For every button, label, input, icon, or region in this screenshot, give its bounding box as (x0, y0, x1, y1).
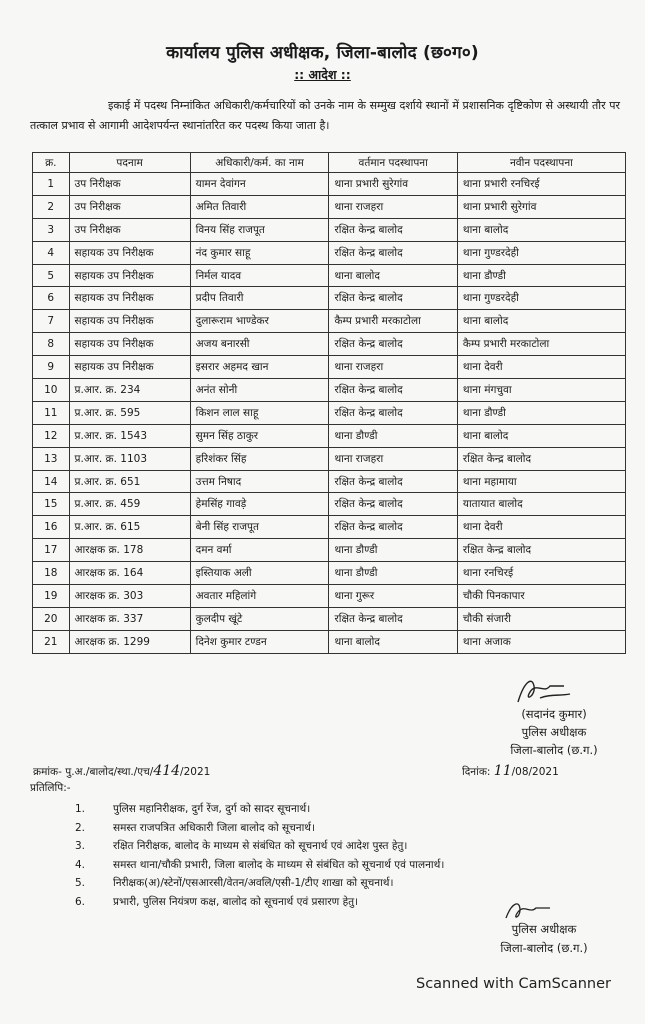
row-designation: प्र.आर. क्र. 459 (69, 493, 190, 516)
row-serial: 17 (33, 539, 70, 562)
table-row (33, 424, 626, 447)
header-designation: पदनाम (69, 153, 190, 173)
row-new-posting: थाना बालोद (457, 218, 625, 241)
table-row (33, 264, 626, 287)
order-intro-paragraph: इकाई में पदस्थ निम्नांकित अधिकारी/कर्मचारियों को उनके नाम के सम्मुख दर्शाये स्थानों में प्रशासनिक दृष्टिकोण से अस्थायी तौर पर तत्काल प्रभाव से आगामी आदेशपर्यन्त स्थानांतरित कर पदस्थ किया जाता है। (30, 99, 620, 132)
row-designation: सहायक उप निरीक्षक (69, 241, 190, 264)
table-row (33, 379, 626, 402)
row-designation: आरक्षक क्र. 1299 (69, 630, 190, 653)
row-serial: 21 (33, 630, 70, 653)
distribution-list (75, 800, 595, 911)
row-current-posting: थाना बालोद (329, 630, 457, 653)
row-current-posting: थाना राजहरा (329, 447, 457, 470)
table-row (33, 607, 626, 630)
row-serial: 7 (33, 310, 70, 333)
row-current-posting: रक्षित केन्द्र बालोद (329, 379, 457, 402)
order-heading: :: आदेश :: (294, 67, 351, 82)
table-row (33, 630, 626, 653)
row-current-posting: रक्षित केन्द्र बालोद (329, 287, 457, 310)
row-name: विनय सिंह राजपूत (190, 218, 329, 241)
table-row (33, 287, 626, 310)
row-designation: आरक्षक क्र. 337 (69, 607, 190, 630)
row-serial: 5 (33, 264, 70, 287)
row-serial: 10 (33, 379, 70, 402)
row-new-posting: चौकी संजारी (457, 607, 625, 630)
row-new-posting: थाना बालोद (457, 310, 625, 333)
row-designation: सहायक उप निरीक्षक (69, 356, 190, 379)
row-serial: 18 (33, 562, 70, 585)
reference-number: क्रमांक- पु.अ./बालोद/स्था./एच/414/2021 (33, 763, 211, 779)
row-new-posting: थाना प्रभारी सुरेगांव (457, 195, 625, 218)
row-serial: 15 (33, 493, 70, 516)
row-name: इसरार अहमद खान (190, 356, 329, 379)
list-item (75, 800, 595, 819)
row-current-posting: थाना राजहरा (329, 195, 457, 218)
row-serial: 11 (33, 401, 70, 424)
row-serial: 4 (33, 241, 70, 264)
row-serial: 13 (33, 447, 70, 470)
row-designation: प्र.आर. क्र. 1543 (69, 424, 190, 447)
row-name: अमित तिवारी (190, 195, 329, 218)
row-new-posting: यातायात बालोद (457, 493, 625, 516)
row-current-posting: रक्षित केन्द्र बालोद (329, 333, 457, 356)
row-new-posting: रक्षित केन्द्र बालोद (457, 539, 625, 562)
row-name: दुलारूराम भाण्डेकर (190, 310, 329, 333)
row-designation: आरक्षक क्र. 303 (69, 585, 190, 608)
table-row (33, 447, 626, 470)
row-designation: उप निरीक्षक (69, 173, 190, 196)
row-new-posting: चौकी पिनकापार (457, 585, 625, 608)
list-item-text: समस्त राजपत्रित अधिकारी जिला बालोद को सूचनार्थ। (113, 821, 316, 834)
row-current-posting: थाना राजहरा (329, 356, 457, 379)
row-serial: 9 (33, 356, 70, 379)
row-name: अवतार महिलांगे (190, 585, 329, 608)
table-row (33, 173, 626, 196)
row-serial: 2 (33, 195, 70, 218)
list-item (75, 819, 595, 838)
row-name: यामन देवांगन (190, 173, 329, 196)
list-item-text: समस्त थाना/चौकी प्रभारी, जिला बालोद के माध्यम से संबंधित को सूचनार्थ एवं पालनार्थ। (113, 858, 445, 871)
copy-to-label: प्रतिलिपि:- (30, 782, 71, 794)
row-name: निर्मल यादव (190, 264, 329, 287)
row-designation: प्र.आर. क्र. 595 (69, 401, 190, 424)
row-new-posting: थाना प्रभारी रनचिरई (457, 173, 625, 196)
row-current-posting: थाना डौण्डी (329, 539, 457, 562)
row-new-posting: थाना देवरी (457, 356, 625, 379)
row-new-posting: थाना गुण्डरदेही (457, 287, 625, 310)
row-name: हेमसिंह गावड़े (190, 493, 329, 516)
row-name: किशन लाल साहू (190, 401, 329, 424)
copy-signatory-designation: पुलिस अधीक्षक (511, 922, 577, 936)
copy-signatory-district: जिला-बालोद (छ.ग.) (500, 941, 588, 955)
row-current-posting: थाना डौण्डी (329, 562, 457, 585)
row-new-posting: थाना महामाया (457, 470, 625, 493)
row-current-posting: रक्षित केन्द्र बालोद (329, 516, 457, 539)
row-new-posting: कैम्प प्रभारी मरकाटोला (457, 333, 625, 356)
signatory-district: जिला-बालोद (छ.ग.) (510, 743, 598, 757)
row-current-posting: थाना प्रभारी सुरेगांव (329, 173, 457, 196)
row-designation: उप निरीक्षक (69, 195, 190, 218)
list-item-text: पुलिस महानिरीक्षक, दुर्ग रेंज, दुर्ग को सादर सूचनार्थ। (113, 803, 311, 816)
row-name: दमन वर्मा (190, 539, 329, 562)
scanner-watermark: Scanned with CamScanner (416, 976, 612, 992)
table-row (33, 539, 626, 562)
row-serial: 8 (33, 333, 70, 356)
row-designation: सहायक उप निरीक्षक (69, 264, 190, 287)
row-designation: उप निरीक्षक (69, 218, 190, 241)
row-current-posting: रक्षित केन्द्र बालोद (329, 218, 457, 241)
table-row (33, 195, 626, 218)
table-row (33, 218, 626, 241)
row-designation: आरक्षक क्र. 178 (69, 539, 190, 562)
row-current-posting: रक्षित केन्द्र बालोद (329, 607, 457, 630)
row-current-posting: थाना डौण्डी (329, 424, 457, 447)
row-serial: 3 (33, 218, 70, 241)
table-header-row (33, 153, 626, 173)
list-item (75, 856, 595, 875)
header-new-posting: नवीन पदस्थापना (457, 153, 625, 173)
row-current-posting: रक्षित केन्द्र बालोद (329, 470, 457, 493)
signatory-designation: पुलिस अधीक्षक (521, 725, 587, 739)
row-current-posting: रक्षित केन्द्र बालोद (329, 493, 457, 516)
row-designation: सहायक उप निरीक्षक (69, 333, 190, 356)
table-row (33, 356, 626, 379)
table-row (33, 562, 626, 585)
table-row (33, 333, 626, 356)
table-row (33, 401, 626, 424)
row-designation: आरक्षक क्र. 164 (69, 562, 190, 585)
row-current-posting: रक्षित केन्द्र बालोद (329, 241, 457, 264)
row-new-posting: थाना बालोद (457, 424, 625, 447)
row-designation: प्र.आर. क्र. 615 (69, 516, 190, 539)
row-serial: 1 (33, 173, 70, 196)
row-name: प्रदीप तिवारी (190, 287, 329, 310)
list-item-number: 5. (75, 877, 86, 890)
list-item-text: रक्षित निरीक्षक, बालोद के माध्यम से संबंधित को सूचनार्थ एवं आदेश पुस्त हेतु। (113, 840, 408, 853)
signatory-name: (सदानंद कुमार) (521, 707, 587, 721)
row-designation: सहायक उप निरीक्षक (69, 310, 190, 333)
office-title: कार्यालय पुलिस अधीक्षक, जिला-बालोद (छ०ग०) (166, 43, 479, 63)
row-name: कुलदीप खूंटे (190, 607, 329, 630)
header-current-posting: वर्तमान पदस्थापना (329, 153, 457, 173)
transfer-table (32, 152, 626, 654)
row-serial: 14 (33, 470, 70, 493)
row-name: नंद कुमार साहू (190, 241, 329, 264)
list-item-number: 3. (75, 840, 86, 853)
row-current-posting: थाना बालोद (329, 264, 457, 287)
list-item-number: 1. (75, 803, 86, 816)
list-item (75, 874, 595, 893)
row-current-posting: थाना गुरूर (329, 585, 457, 608)
table-row (33, 470, 626, 493)
row-current-posting: कैम्प प्रभारी मरकाटोला (329, 310, 457, 333)
row-serial: 19 (33, 585, 70, 608)
table-row (33, 516, 626, 539)
row-new-posting: थाना डौण्डी (457, 264, 625, 287)
table-row (33, 310, 626, 333)
table-row (33, 241, 626, 264)
row-new-posting: रक्षित केन्द्र बालोद (457, 447, 625, 470)
row-serial: 6 (33, 287, 70, 310)
row-new-posting: थाना अजाक (457, 630, 625, 653)
list-item-number: 6. (75, 895, 86, 908)
list-item-text: प्रभारी, पुलिस नियंत्रण कक्ष, बालोद को सूचनार्थ एवं प्रसारण हेतु। (113, 895, 359, 908)
row-current-posting: रक्षित केन्द्र बालोद (329, 401, 457, 424)
table-row (33, 585, 626, 608)
header-serial: क्र. (33, 153, 70, 173)
row-new-posting: थाना देवरी (457, 516, 625, 539)
row-designation: प्र.आर. क्र. 1103 (69, 447, 190, 470)
row-designation: प्र.आर. क्र. 234 (69, 379, 190, 402)
row-name: बेनी सिंह राजपूत (190, 516, 329, 539)
row-new-posting: थाना रनचिरई (457, 562, 625, 585)
row-designation: प्र.आर. क्र. 651 (69, 470, 190, 493)
row-name: दिनेश कुमार टण्डन (190, 630, 329, 653)
row-serial: 16 (33, 516, 70, 539)
row-new-posting: थाना डौण्डी (457, 401, 625, 424)
row-new-posting: थाना गुण्डरदेही (457, 241, 625, 264)
row-serial: 12 (33, 424, 70, 447)
list-item-text: निरीक्षक(अ)/स्टेनों/एसआरसी/वेतन/अवलि/एसी-1/टीए शाखा को सूचनार्थ। (113, 877, 394, 890)
table-row (33, 493, 626, 516)
row-name: इस्तियाक अली (190, 562, 329, 585)
row-name: हरिशंकर सिंह (190, 447, 329, 470)
row-name: अनंत सोनी (190, 379, 329, 402)
row-designation: सहायक उप निरीक्षक (69, 287, 190, 310)
row-name: सुमन सिंह ठाकुर (190, 424, 329, 447)
header-name: अधिकारी/कर्म. का नाम (190, 153, 329, 173)
list-item (75, 837, 595, 856)
list-item-number: 4. (75, 858, 86, 871)
table-body (33, 173, 626, 654)
row-new-posting: थाना मंगचुवा (457, 379, 625, 402)
row-name: अजय बनारसी (190, 333, 329, 356)
order-date: दिनांक: 11/08/2021 (462, 763, 559, 779)
row-serial: 20 (33, 607, 70, 630)
row-name: उत्तम निषाद (190, 470, 329, 493)
list-item-number: 2. (75, 821, 86, 834)
